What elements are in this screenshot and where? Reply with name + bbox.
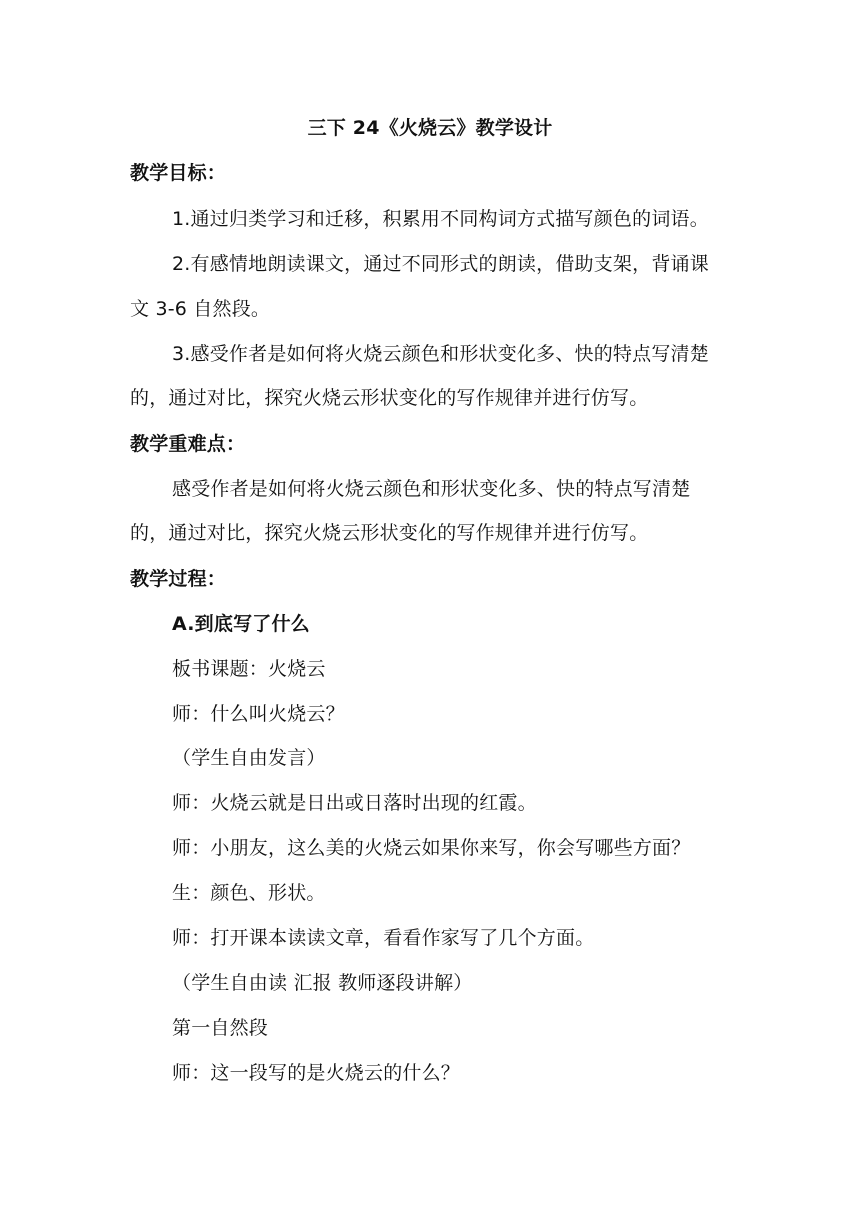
objective-1: 1.通过归类学习和迁移，积累用不同构词方式描写颜色的词语。 <box>172 208 709 230</box>
key-points-line-2: 的，通过对比，探究火烧云形状变化的写作规律并进行仿写。 <box>130 522 649 544</box>
paragraph-3: （学生自由发言） <box>172 747 326 769</box>
objective-3-line-1: 3.感受作者是如何将火烧云颜色和形状变化多、快的特点写清楚 <box>172 343 709 365</box>
paragraph-8: （学生自由读 汇报 教师逐段讲解） <box>172 972 473 994</box>
key-points-line-1: 感受作者是如何将火烧云颜色和形状变化多、快的特点写清楚 <box>172 478 691 500</box>
paragraph-4: 师：火烧云就是日出或日落时出现的红霞。 <box>172 792 537 814</box>
paragraph-2: 师：什么叫火烧云？ <box>172 703 345 725</box>
paragraph-10: 师：这一段写的是火烧云的什么？ <box>172 1062 461 1084</box>
paragraph-1: 板书课题：火烧云 <box>172 658 326 680</box>
paragraph-6: 生：颜色、形状。 <box>172 882 326 904</box>
paragraph-7: 师：打开课本读读文章，看看作家写了几个方面。 <box>172 927 595 949</box>
paragraph-9: 第一自然段 <box>172 1017 269 1039</box>
step-a-heading: A.到底写了什么 <box>172 613 310 635</box>
objective-2-line-1: 2.有感情地朗读课文，通过不同形式的朗读，借助支架，背诵课 <box>172 253 709 275</box>
paragraph-5: 师：小朋友，这么美的火烧云如果你来写，你会写哪些方面？ <box>172 837 691 859</box>
process-heading: 教学过程： <box>130 568 227 590</box>
document-title: 三下 24《火烧云》教学设计 <box>307 117 553 139</box>
objective-3-line-2: 的，通过对比，探究火烧云形状变化的写作规律并进行仿写。 <box>130 387 649 409</box>
objective-2-line-2: 文 3-6 自然段。 <box>130 298 271 320</box>
objectives-heading: 教学目标： <box>130 162 227 184</box>
key-points-heading: 教学重难点： <box>130 433 246 455</box>
